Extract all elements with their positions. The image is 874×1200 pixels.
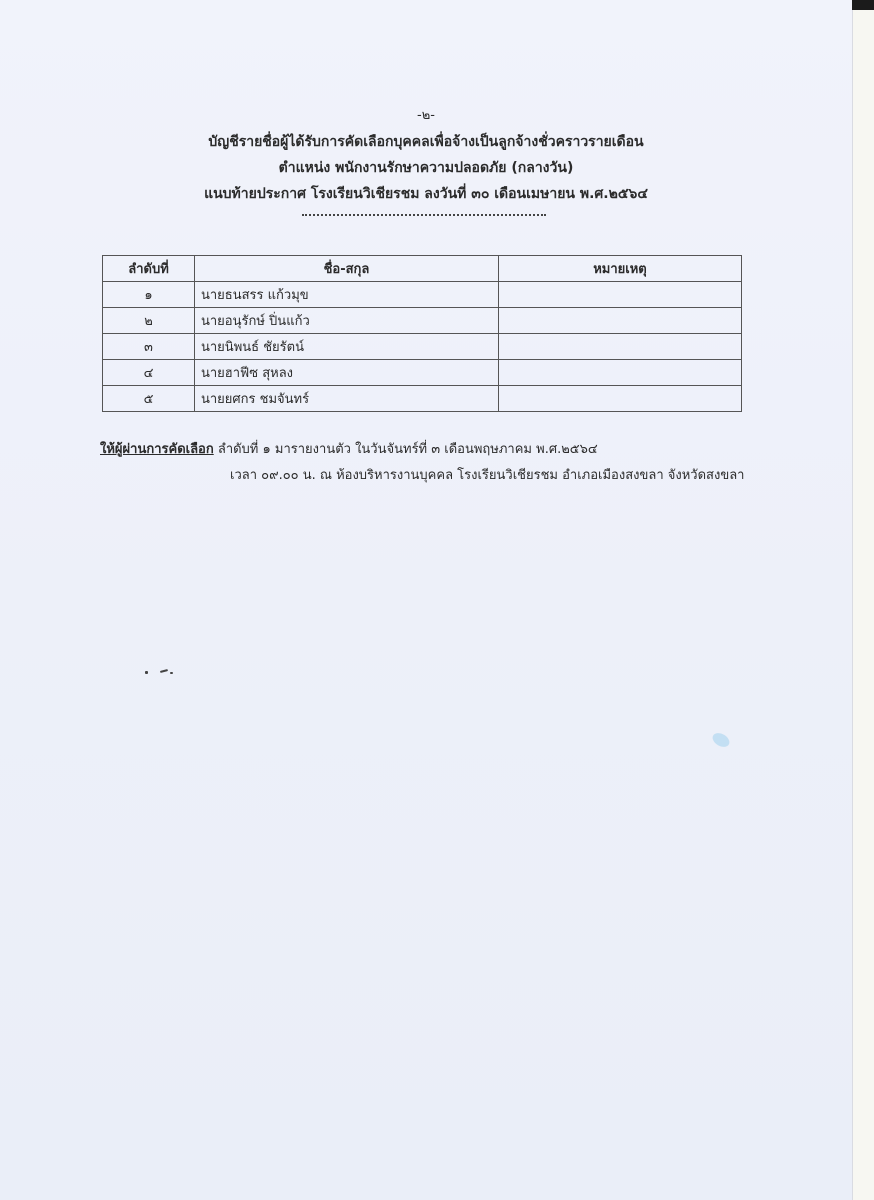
row-name: นายอนุรักษ์ ปิ่นแก้ว xyxy=(195,308,499,334)
row-number: ๕ xyxy=(103,386,195,412)
table-header-row xyxy=(103,256,742,282)
table-row xyxy=(103,360,742,386)
row-name: นายนิพนธ์ ชัยรัตน์ xyxy=(195,334,499,360)
table-row xyxy=(103,308,742,334)
column-header-name: ชื่อ-สกุล xyxy=(195,256,499,282)
scan-edge-corner xyxy=(852,0,874,10)
row-number: ๔ xyxy=(103,360,195,386)
table-row xyxy=(103,334,742,360)
document-title: บัญชีรายชื่อผู้ได้รับการคัดเลือกบุคคลเพื่อจ้างเป็นลูกจ้างชั่วคราวรายเดือน xyxy=(208,134,644,150)
scan-speck xyxy=(145,671,148,674)
row-remark xyxy=(499,334,742,360)
row-remark xyxy=(499,360,742,386)
reporting-instruction-text: ลำดับที่ ๑ มารายงานตัว ในวันจันทร์ที่ ๓ เดือนพฤษภาคม พ.ศ.๒๕๖๔ xyxy=(213,442,598,457)
scan-edge xyxy=(852,0,874,1200)
column-header-remark: หมายเหตุ xyxy=(499,256,742,282)
table-row xyxy=(103,282,742,308)
row-name: นายธนสรร แก้วมุข xyxy=(195,282,499,308)
row-remark xyxy=(499,308,742,334)
reporting-instruction-lead: ให้ผู้ผ่านการคัดเลือก xyxy=(100,442,214,457)
reporting-instruction xyxy=(100,438,598,459)
row-remark xyxy=(499,282,742,308)
row-name: นายยศกร ชมจันทร์ xyxy=(195,386,499,412)
row-number: ๒ xyxy=(103,308,195,334)
scan-speck xyxy=(170,672,173,674)
row-name: นายฮาฟีซ สุหลง xyxy=(195,360,499,386)
table-row xyxy=(103,386,742,412)
position-title: ตำแหน่ง พนักงานรักษาความปลอดภัย (กลางวัน) xyxy=(278,160,574,176)
page-number: -๒- xyxy=(417,108,435,123)
announcement-reference: แนบท้ายประกาศ โรงเรียนวิเชียรชม ลงวันที่ ๓๐ เดือนเมษายน พ.ศ.๒๕๖๔ xyxy=(204,186,648,202)
dotted-divider xyxy=(302,208,546,216)
row-number: ๑ xyxy=(103,282,195,308)
row-remark xyxy=(499,386,742,412)
column-header-order: ลำดับที่ xyxy=(103,256,195,282)
selected-candidates-table xyxy=(102,255,742,412)
reporting-time-location: เวลา ๐๙.๐๐ น. ณ ห้องบริหารงานบุคคล โรงเรียนวิเชียรชม อำเภอเมืองสงขลา จังหวัดสงขลา xyxy=(230,468,745,483)
row-number: ๓ xyxy=(103,334,195,360)
